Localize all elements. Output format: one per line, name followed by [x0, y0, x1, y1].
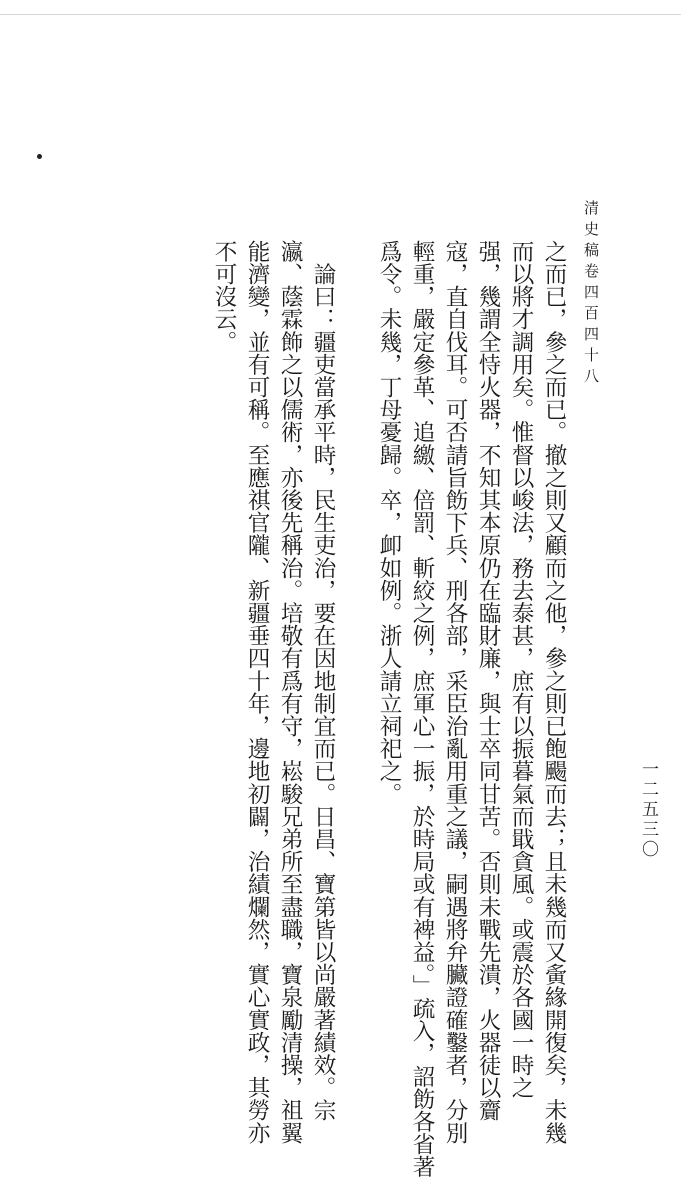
text-column: 寇，直自伐耳。可否請旨飭下兵、刑各部，采臣治亂用重之議，嗣遇將弁臟證確鑿者，分別	[442, 240, 468, 1144]
page-top-edge	[0, 0, 681, 15]
text-column: 瀛、蔭霖飾之以儒術，亦後先稱治。培敬有爲有守，崧駿兄弟所至盡職，寶泉勵清操，祖翼	[277, 240, 303, 1144]
text-column: 論曰：疆吏當承平時，民生吏治，要在因地制宜而已。日昌、寶第皆以尚嚴著績效。宗	[310, 240, 336, 1122]
text-column: 能濟變，並有可稱。至應祺官隴、新疆垂四十年，邊地初闢，治績爛然，實心實政，其勞亦	[244, 240, 270, 1144]
text-column: 不可沒云。	[211, 240, 237, 353]
text-column: 之而已，參之而已。撤之則又顧而之他，參之則已飽颺而去；且未幾而又夤緣開復矣，未幾	[541, 240, 567, 1144]
running-title: 清史稿卷四百四十八	[582, 200, 600, 389]
text-column: 而以將才調用矣。惟督以峻法，務去泰甚，庶有以振暮氣而戢貪風。或震於各國一時之	[508, 240, 534, 1099]
text-column: 輕重，嚴定參革、追繳、倍罰、斬絞之例，庶軍心一振，於時局或有裨益。」疏入，詔飭各省著	[409, 240, 435, 1178]
margin-dot	[37, 154, 42, 159]
text-column: 强，幾謂全恃火器，不知其本原仍在臨財廉，與士卒同甘苦。否則未戰先潰，火器徒以齎	[475, 240, 501, 1122]
text-column: 爲令。未幾，丁母憂歸。卒，卹如例。浙人請立祠祀之。	[376, 240, 402, 805]
page-folio: 一二五三〇	[638, 760, 658, 860]
